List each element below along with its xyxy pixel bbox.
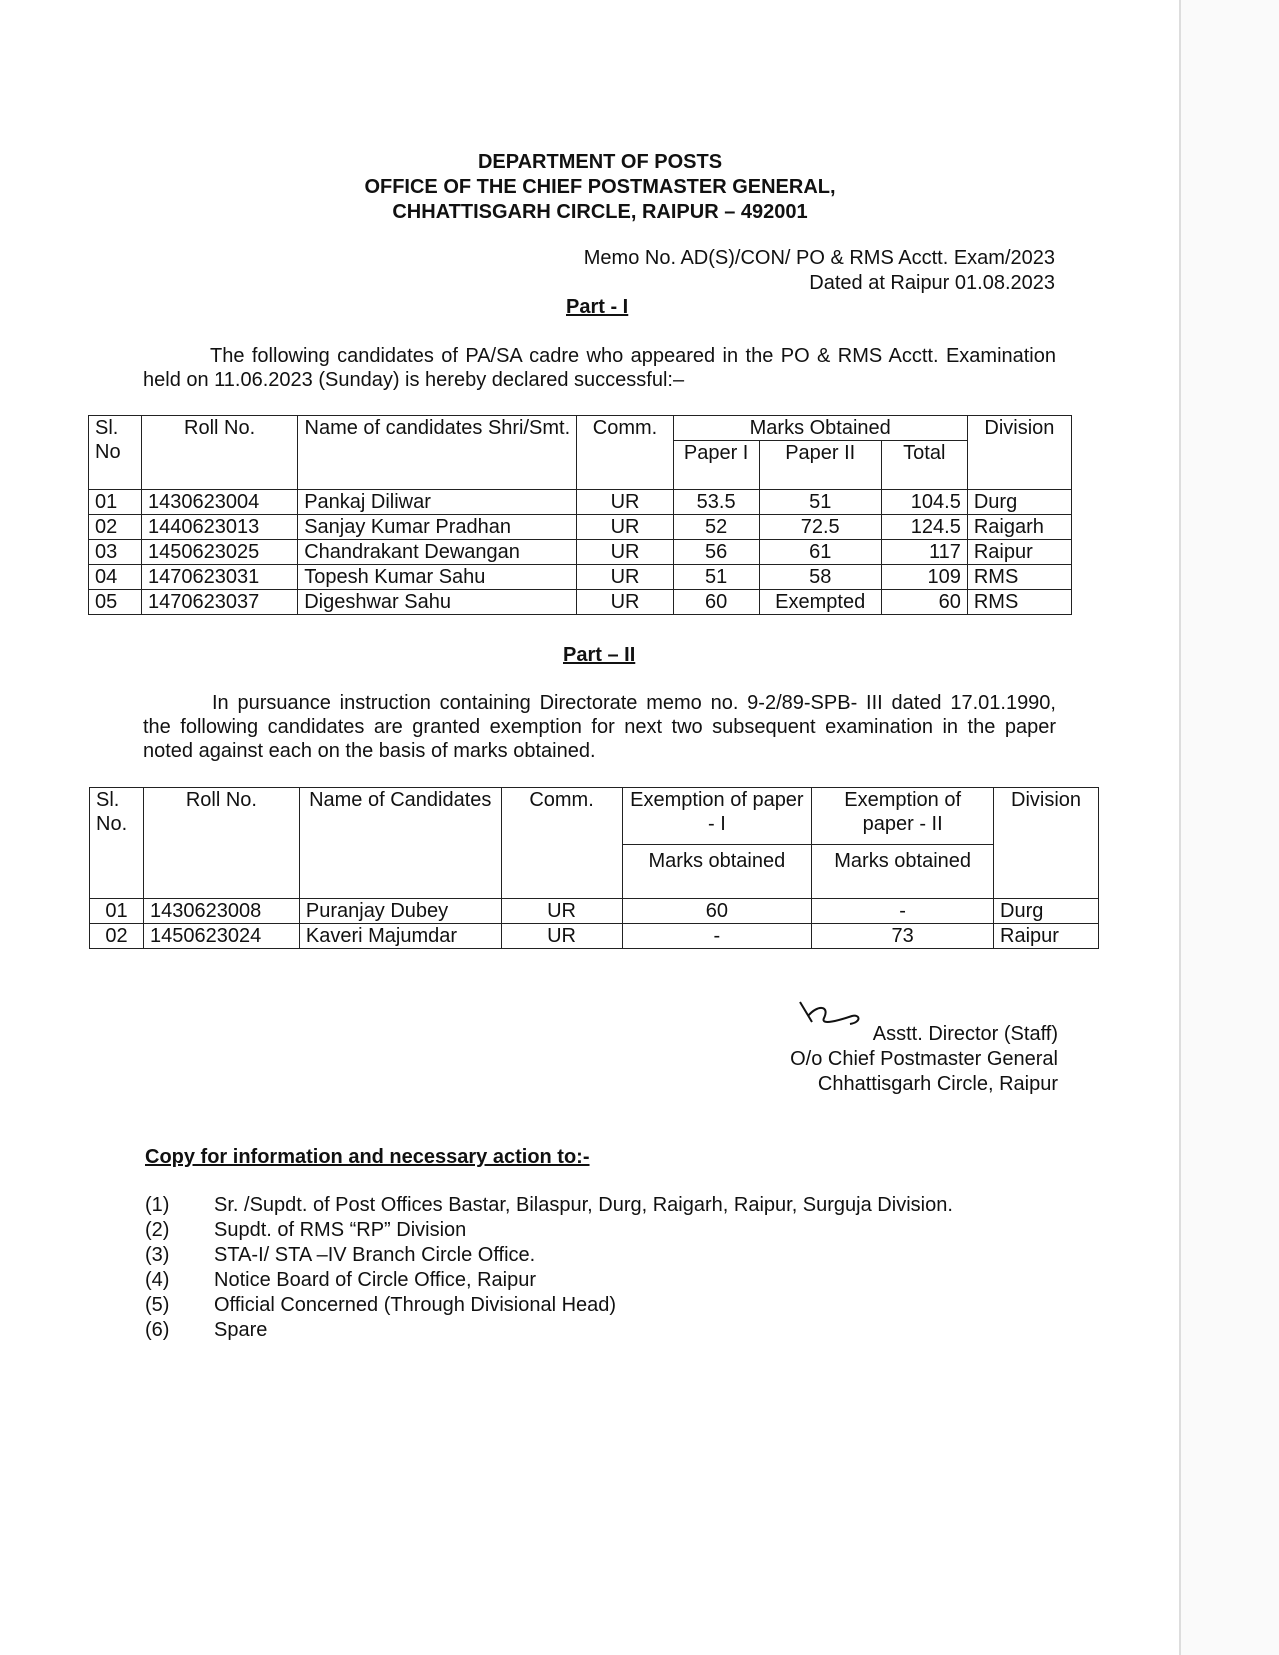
cell-division: Raigarh bbox=[967, 515, 1071, 540]
signature-block bbox=[700, 1022, 1058, 1097]
cell-sl: 01 bbox=[90, 899, 144, 924]
cell-sl: 01 bbox=[89, 490, 142, 515]
col-total: Total bbox=[881, 441, 967, 490]
cell-total: 60 bbox=[881, 590, 967, 615]
signatory-title: Asstt. Director (Staff) bbox=[872, 1023, 1058, 1045]
cell-roll: 1430623004 bbox=[142, 490, 298, 515]
office-title: OFFICE OF THE CHIEF POSTMASTER GENERAL, bbox=[364, 176, 836, 198]
cell-comm: UR bbox=[501, 924, 622, 949]
cell-name: Puranjay Dubey bbox=[299, 899, 501, 924]
part1-intro: The following candidates of PA/SA cadre who appeared in the PO & RMS Acctt. Examination held on 11.06.2023 (Sunday) is hereby declared successful:– bbox=[143, 345, 1056, 391]
cell-m1: 60 bbox=[622, 899, 812, 924]
col-marks1: Marks obtained bbox=[622, 845, 812, 899]
exemption-table bbox=[89, 787, 1099, 949]
col-marks: Marks Obtained bbox=[673, 416, 967, 441]
cell-p1: 56 bbox=[673, 540, 759, 565]
col-exemption-paper2: Exemption of paper - II bbox=[812, 788, 994, 845]
col-sl: Sl. No bbox=[89, 416, 142, 490]
cell-name: Chandrakant Dewangan bbox=[298, 540, 577, 565]
signatory-circle: Chhattisgarh Circle, Raipur bbox=[817, 1073, 1058, 1095]
cell-roll: 1450623024 bbox=[143, 924, 299, 949]
scan-edge bbox=[1179, 0, 1279, 1655]
copy-item-text: Supdt. of RMS “RP” Division bbox=[214, 1219, 467, 1241]
cell-roll: 1470623031 bbox=[142, 565, 298, 590]
col-paper2: Paper II bbox=[759, 441, 881, 490]
cell-p2: 72.5 bbox=[759, 515, 881, 540]
memo-date: Dated at Raipur 01.08.2023 bbox=[809, 272, 1055, 294]
part1-title: Part - I bbox=[566, 296, 629, 318]
cell-sl: 03 bbox=[89, 540, 142, 565]
table-row bbox=[89, 540, 1072, 565]
memo-number: Memo No. AD(S)/CON/ PO & RMS Acctt. Exam/2023 bbox=[583, 247, 1055, 269]
cell-name: Sanjay Kumar Pradhan bbox=[298, 515, 577, 540]
cell-m2: - bbox=[812, 899, 994, 924]
cell-p2: 61 bbox=[759, 540, 881, 565]
col-sl: Sl. No. bbox=[90, 788, 144, 899]
cell-p1: 52 bbox=[673, 515, 759, 540]
col-comm: Comm. bbox=[577, 416, 673, 490]
cell-name: Digeshwar Sahu bbox=[298, 590, 577, 615]
cell-division: RMS bbox=[967, 565, 1071, 590]
copy-item-text: STA-I/ STA –IV Branch Circle Office. bbox=[214, 1244, 536, 1266]
department-title: DEPARTMENT OF POSTS bbox=[477, 151, 723, 173]
cell-sl: 02 bbox=[90, 924, 144, 949]
table-row bbox=[89, 590, 1072, 615]
memo-block bbox=[500, 246, 1055, 296]
table-row bbox=[89, 490, 1072, 515]
copy-item bbox=[145, 1268, 953, 1293]
copy-item-text: Notice Board of Circle Office, Raipur bbox=[214, 1269, 536, 1291]
copy-item bbox=[145, 1293, 953, 1318]
copy-item-number: (1) bbox=[145, 1194, 170, 1216]
cell-sl: 04 bbox=[89, 565, 142, 590]
cell-total: 117 bbox=[881, 540, 967, 565]
cell-total: 124.5 bbox=[881, 515, 967, 540]
cell-name: Topesh Kumar Sahu bbox=[298, 565, 577, 590]
cell-total: 104.5 bbox=[881, 490, 967, 515]
cell-roll: 1470623037 bbox=[142, 590, 298, 615]
cell-p1: 51 bbox=[673, 565, 759, 590]
results-table bbox=[88, 415, 1072, 615]
col-comm: Comm. bbox=[501, 788, 622, 899]
letterhead bbox=[0, 150, 1200, 225]
cell-p2: 58 bbox=[759, 565, 881, 590]
copy-item bbox=[145, 1218, 953, 1243]
col-division: Division bbox=[994, 788, 1099, 899]
col-name: Name of candidates Shri/Smt. bbox=[298, 416, 577, 490]
copy-item bbox=[145, 1318, 953, 1343]
cell-p1: 60 bbox=[673, 590, 759, 615]
col-division: Division bbox=[967, 416, 1071, 490]
table-row bbox=[90, 899, 1099, 924]
circle-address: CHHATTISGARH CIRCLE, RAIPUR – 492001 bbox=[392, 201, 808, 223]
cell-total: 109 bbox=[881, 565, 967, 590]
cell-sl: 05 bbox=[89, 590, 142, 615]
cell-m1: - bbox=[622, 924, 812, 949]
signature-mark-icon bbox=[790, 996, 870, 1036]
cell-roll: 1430623008 bbox=[143, 899, 299, 924]
cell-comm: UR bbox=[577, 565, 673, 590]
col-marks2: Marks obtained bbox=[812, 845, 994, 899]
copy-list bbox=[145, 1193, 953, 1343]
cell-p1: 53.5 bbox=[673, 490, 759, 515]
col-name: Name of Candidates bbox=[299, 788, 501, 899]
copy-item-text: Spare bbox=[214, 1319, 268, 1341]
copy-item-number: (5) bbox=[145, 1294, 170, 1316]
cell-comm: UR bbox=[577, 515, 673, 540]
cell-division: Raipur bbox=[967, 540, 1071, 565]
table-row bbox=[89, 515, 1072, 540]
copy-item-text: Official Concerned (Through Divisional Head) bbox=[214, 1294, 617, 1316]
cell-comm: UR bbox=[577, 490, 673, 515]
cell-division: Durg bbox=[967, 490, 1071, 515]
cell-division: RMS bbox=[967, 590, 1071, 615]
cell-name: Kaveri Majumdar bbox=[299, 924, 501, 949]
col-roll: Roll No. bbox=[142, 416, 298, 490]
col-paper1: Paper I bbox=[673, 441, 759, 490]
cell-comm: UR bbox=[501, 899, 622, 924]
cell-roll: 1450623025 bbox=[142, 540, 298, 565]
cell-division: Raipur bbox=[994, 924, 1099, 949]
part2-intro: In pursuance instruction containing Directorate memo no. 9-2/89-SPB- III dated 17.01.1990, the following candidates are granted exemption for next two subsequent examination in the paper noted against each on the basis of marks obtained. bbox=[143, 692, 1056, 762]
cell-p2: 51 bbox=[759, 490, 881, 515]
cell-roll: 1440623013 bbox=[142, 515, 298, 540]
copy-item-number: (2) bbox=[145, 1219, 170, 1241]
copy-item-number: (6) bbox=[145, 1319, 170, 1341]
col-roll: Roll No. bbox=[143, 788, 299, 899]
part2-title: Part – II bbox=[563, 644, 636, 666]
cell-m2: 73 bbox=[812, 924, 994, 949]
cell-name: Pankaj Diliwar bbox=[298, 490, 577, 515]
cell-sl: 02 bbox=[89, 515, 142, 540]
copy-item-text: Sr. /Supdt. of Post Offices Bastar, Bilaspur, Durg, Raigarh, Raipur, Surguja Division. bbox=[214, 1194, 953, 1216]
table-row bbox=[90, 924, 1099, 949]
copy-item-number: (4) bbox=[145, 1269, 170, 1291]
col-exemption-paper1: Exemption of paper - I bbox=[622, 788, 812, 845]
cell-p2: Exempted bbox=[759, 590, 881, 615]
signatory-office: O/o Chief Postmaster General bbox=[790, 1048, 1058, 1070]
copy-heading: Copy for information and necessary action to:- bbox=[145, 1146, 590, 1168]
cell-division: Durg bbox=[994, 899, 1099, 924]
table-row bbox=[89, 565, 1072, 590]
cell-comm: UR bbox=[577, 540, 673, 565]
copy-item bbox=[145, 1193, 953, 1218]
copy-item-number: (3) bbox=[145, 1244, 170, 1266]
cell-comm: UR bbox=[577, 590, 673, 615]
copy-item bbox=[145, 1243, 953, 1268]
